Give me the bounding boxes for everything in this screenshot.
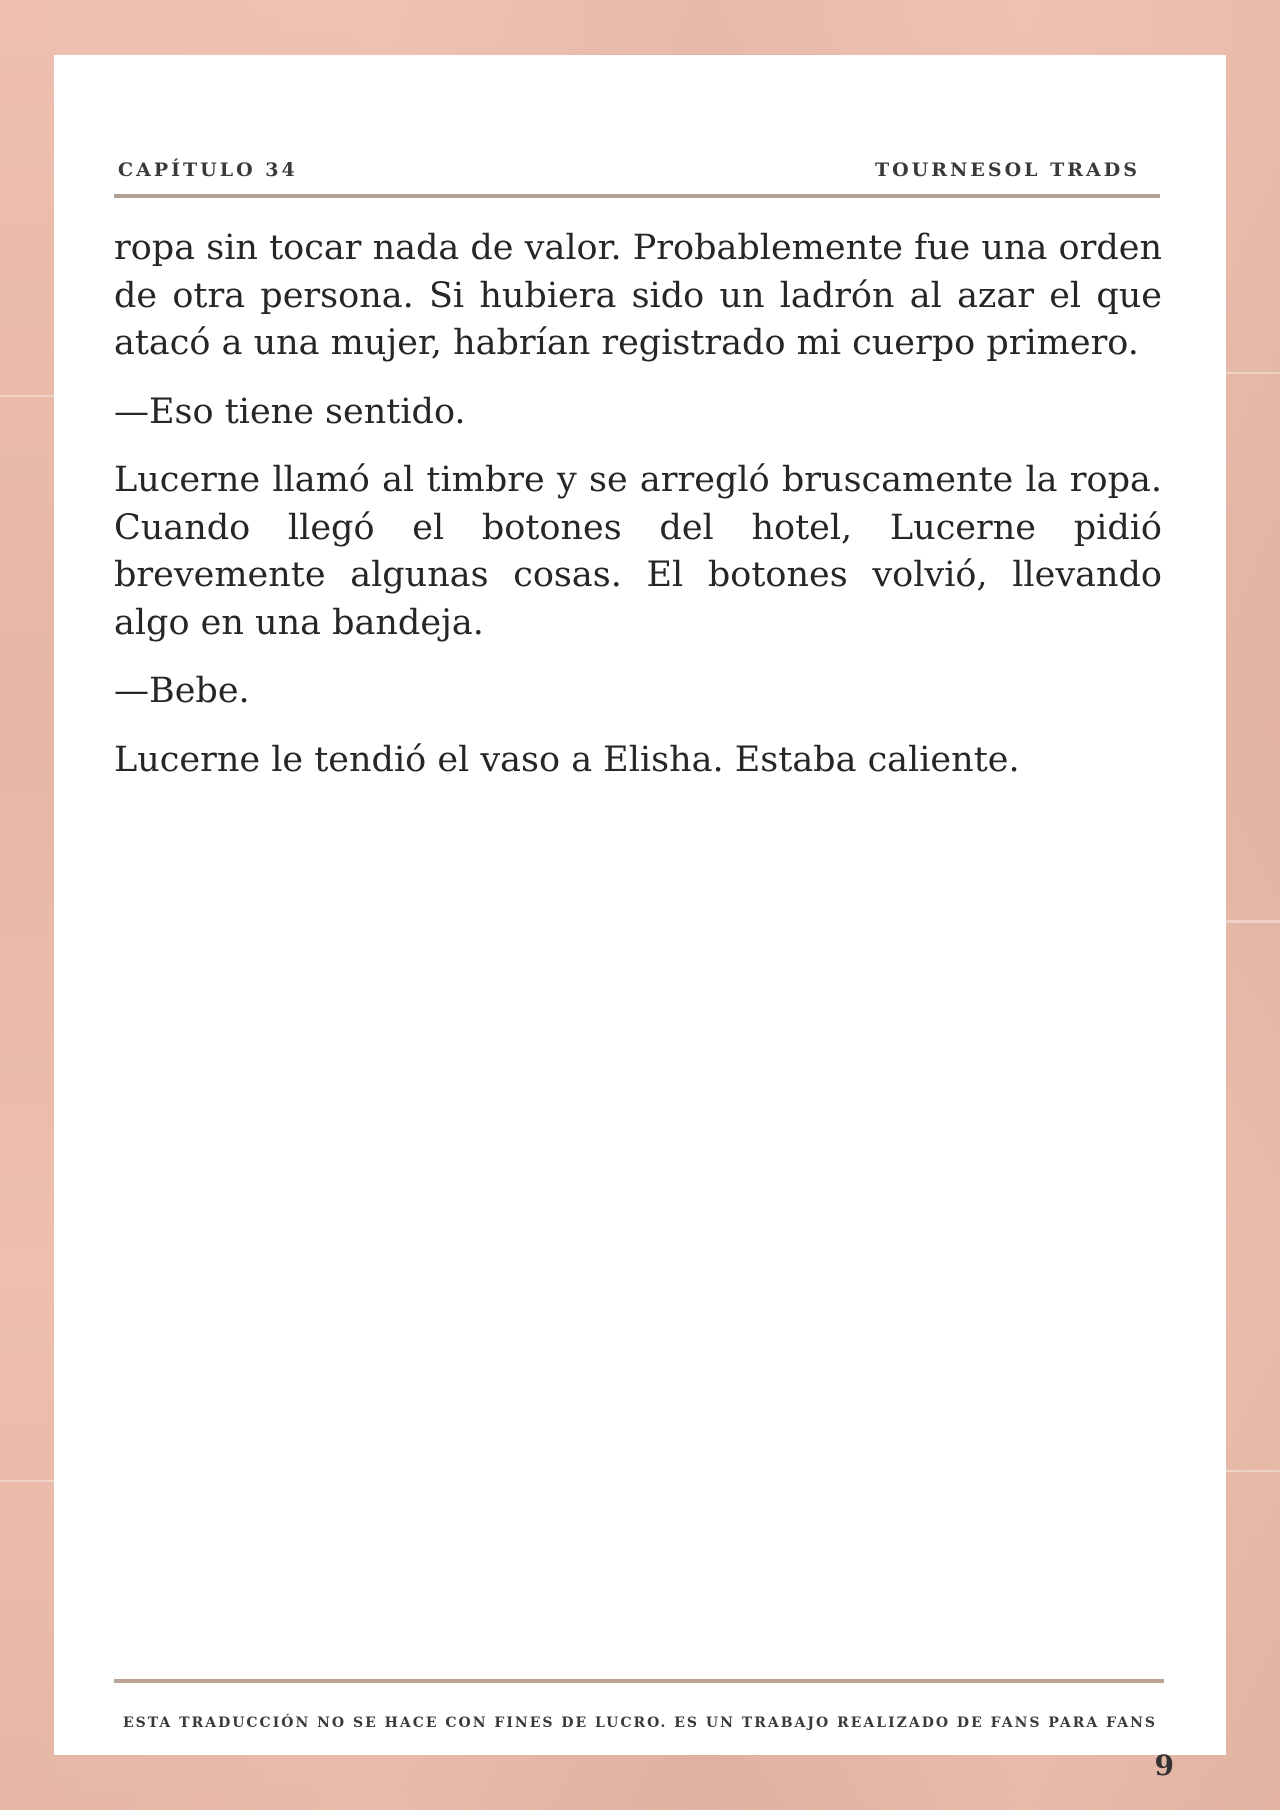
translation-group-label: TOURNESOL TRADS [874, 159, 1140, 181]
paper-crease [1226, 1470, 1280, 1472]
paper-crease [0, 1480, 54, 1482]
paragraph: ropa sin tocar nada de valor. Probablemente fue una orden de otra persona. Si hubiera sido un ladrón al azar el que atacó a una mujer, habrían registrado mi cuerpo primero. [114, 228, 1162, 363]
paragraph: —Bebe. [114, 671, 250, 711]
paper-crease [1226, 372, 1280, 374]
page-number: 9 [1154, 1749, 1174, 1782]
header-divider [114, 194, 1160, 198]
paper-crease [0, 395, 54, 397]
paragraph: —Eso tiene sentido. [114, 391, 466, 432]
paragraph: Lucerne llamó al timbre y se arregló bruscamente la ropa. Cuando llegó el botones del hotel, Lucerne pidió brevemente algunas cosas. El botones volvió, llevando algo en una bandeja. [114, 460, 1162, 643]
footer-divider [114, 1679, 1164, 1683]
page-header [118, 159, 1140, 183]
paper-crease [1226, 920, 1280, 923]
chapter-label: CAPÍTULO 34 [118, 159, 298, 181]
footer-disclaimer: ESTA TRADUCCIÓN NO SE HACE CON FINES DE LUCRO. ES UN TRABAJO REALIZADO DE FANS PARA FANS [122, 1715, 1158, 1731]
document-page [54, 55, 1226, 1782]
body-text [114, 225, 1162, 805]
paragraph: Lucerne le tendió el vaso a Elisha. Estaba caliente. [114, 739, 1020, 780]
